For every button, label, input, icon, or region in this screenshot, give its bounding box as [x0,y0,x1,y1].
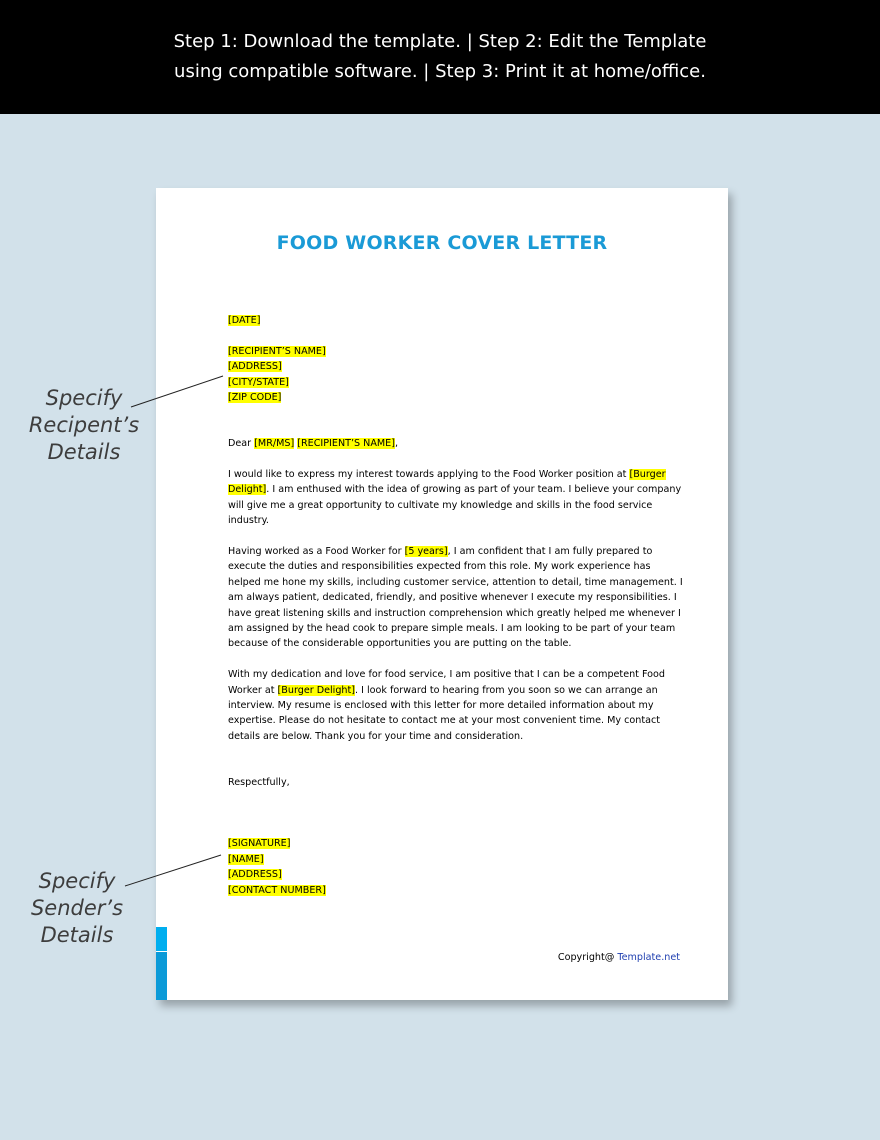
paragraph-2: Having worked as a Food Worker for [5 years], I am confident that I am fully prepared to execute the duties and responsibilities expected from this role. My work experience has helped me hone my skills, including customer service, attention to detail, time management. I am always patient, dedicated, friendly, and positive whenever I execute my responsibilities. I have great listening skills and instruction comprehension which greatly helped me whenever I am assigned by the head cook to prepare simple meals. I am looking to be part of your team because of the considerable opportunities you are putting on the table. [228,546,683,650]
closing: Respectfully, [228,777,290,789]
copyright-notice: Copyright@ Template.net [557,952,680,963]
recipient-zip-placeholder: [ZIP CODE] [228,392,282,404]
recipient-callout: Specify Recipent’s Details [28,386,140,464]
document-title: FOOD WORKER COVER LETTER [276,232,608,254]
paragraph-3: With my dedication and love for food service, I am positive that I can be a competent Food Worker at [Burger Delight]. I look forward to hearing from you soon so we can arrange an interview. My resume is enclosed with this letter for more detailed information about my expertise. Please do not hesitate to contact me at your most convenient time. My contact details are below. Thank you for your time and consideration. [228,669,665,742]
banner-line-2: using compatible software. | Step 3: Print it at home/office. [174,61,706,82]
letter-page [156,188,728,1000]
recipient-city-placeholder: [CITY/STATE] [228,376,289,388]
paragraph-1: I would like to express my interest towards applying to the Food Worker position at [Burger Delight]. I am enthused with the idea of growing as part of your team. I believe your company will give me a great opportunity to cultivate my knowledge and skills in the food service industry. [228,469,682,527]
salutation: Dear [MR/MS] [RECIPIENT’S NAME], [228,438,399,450]
salutation-name-placeholder: [RECIPIENT’S NAME] [297,438,395,450]
recipient-address-placeholder: [ADDRESS] [228,361,282,373]
banner-line-1: Step 1: Download the template. | Step 2: Edit the Template [173,31,707,52]
date-placeholder: [DATE] [228,315,261,326]
accent-stripe-light [156,927,167,951]
company-placeholder: [Burger Delight] [277,684,356,696]
years-placeholder: [5 years] [404,546,448,558]
sender-address-placeholder: [ADDRESS] [228,869,282,881]
sender-name-placeholder: [NAME] [228,853,264,865]
salutation-title-placeholder: [MR/MS] [254,438,295,450]
sender-contact-placeholder: [CONTACT NUMBER] [228,884,326,896]
sender-callout: Specify Sender’s Details [30,869,124,947]
recipient-name-placeholder: [RECIPIENT’S NAME] [228,345,326,357]
signature-placeholder: [SIGNATURE] [228,838,291,850]
instruction-banner [0,0,880,114]
company-placeholder: [Burger Delight] [228,469,666,496]
letter-body [228,313,686,898]
copyright-site-link[interactable]: Template.net [617,952,680,963]
accent-stripe-dark [156,952,167,1000]
